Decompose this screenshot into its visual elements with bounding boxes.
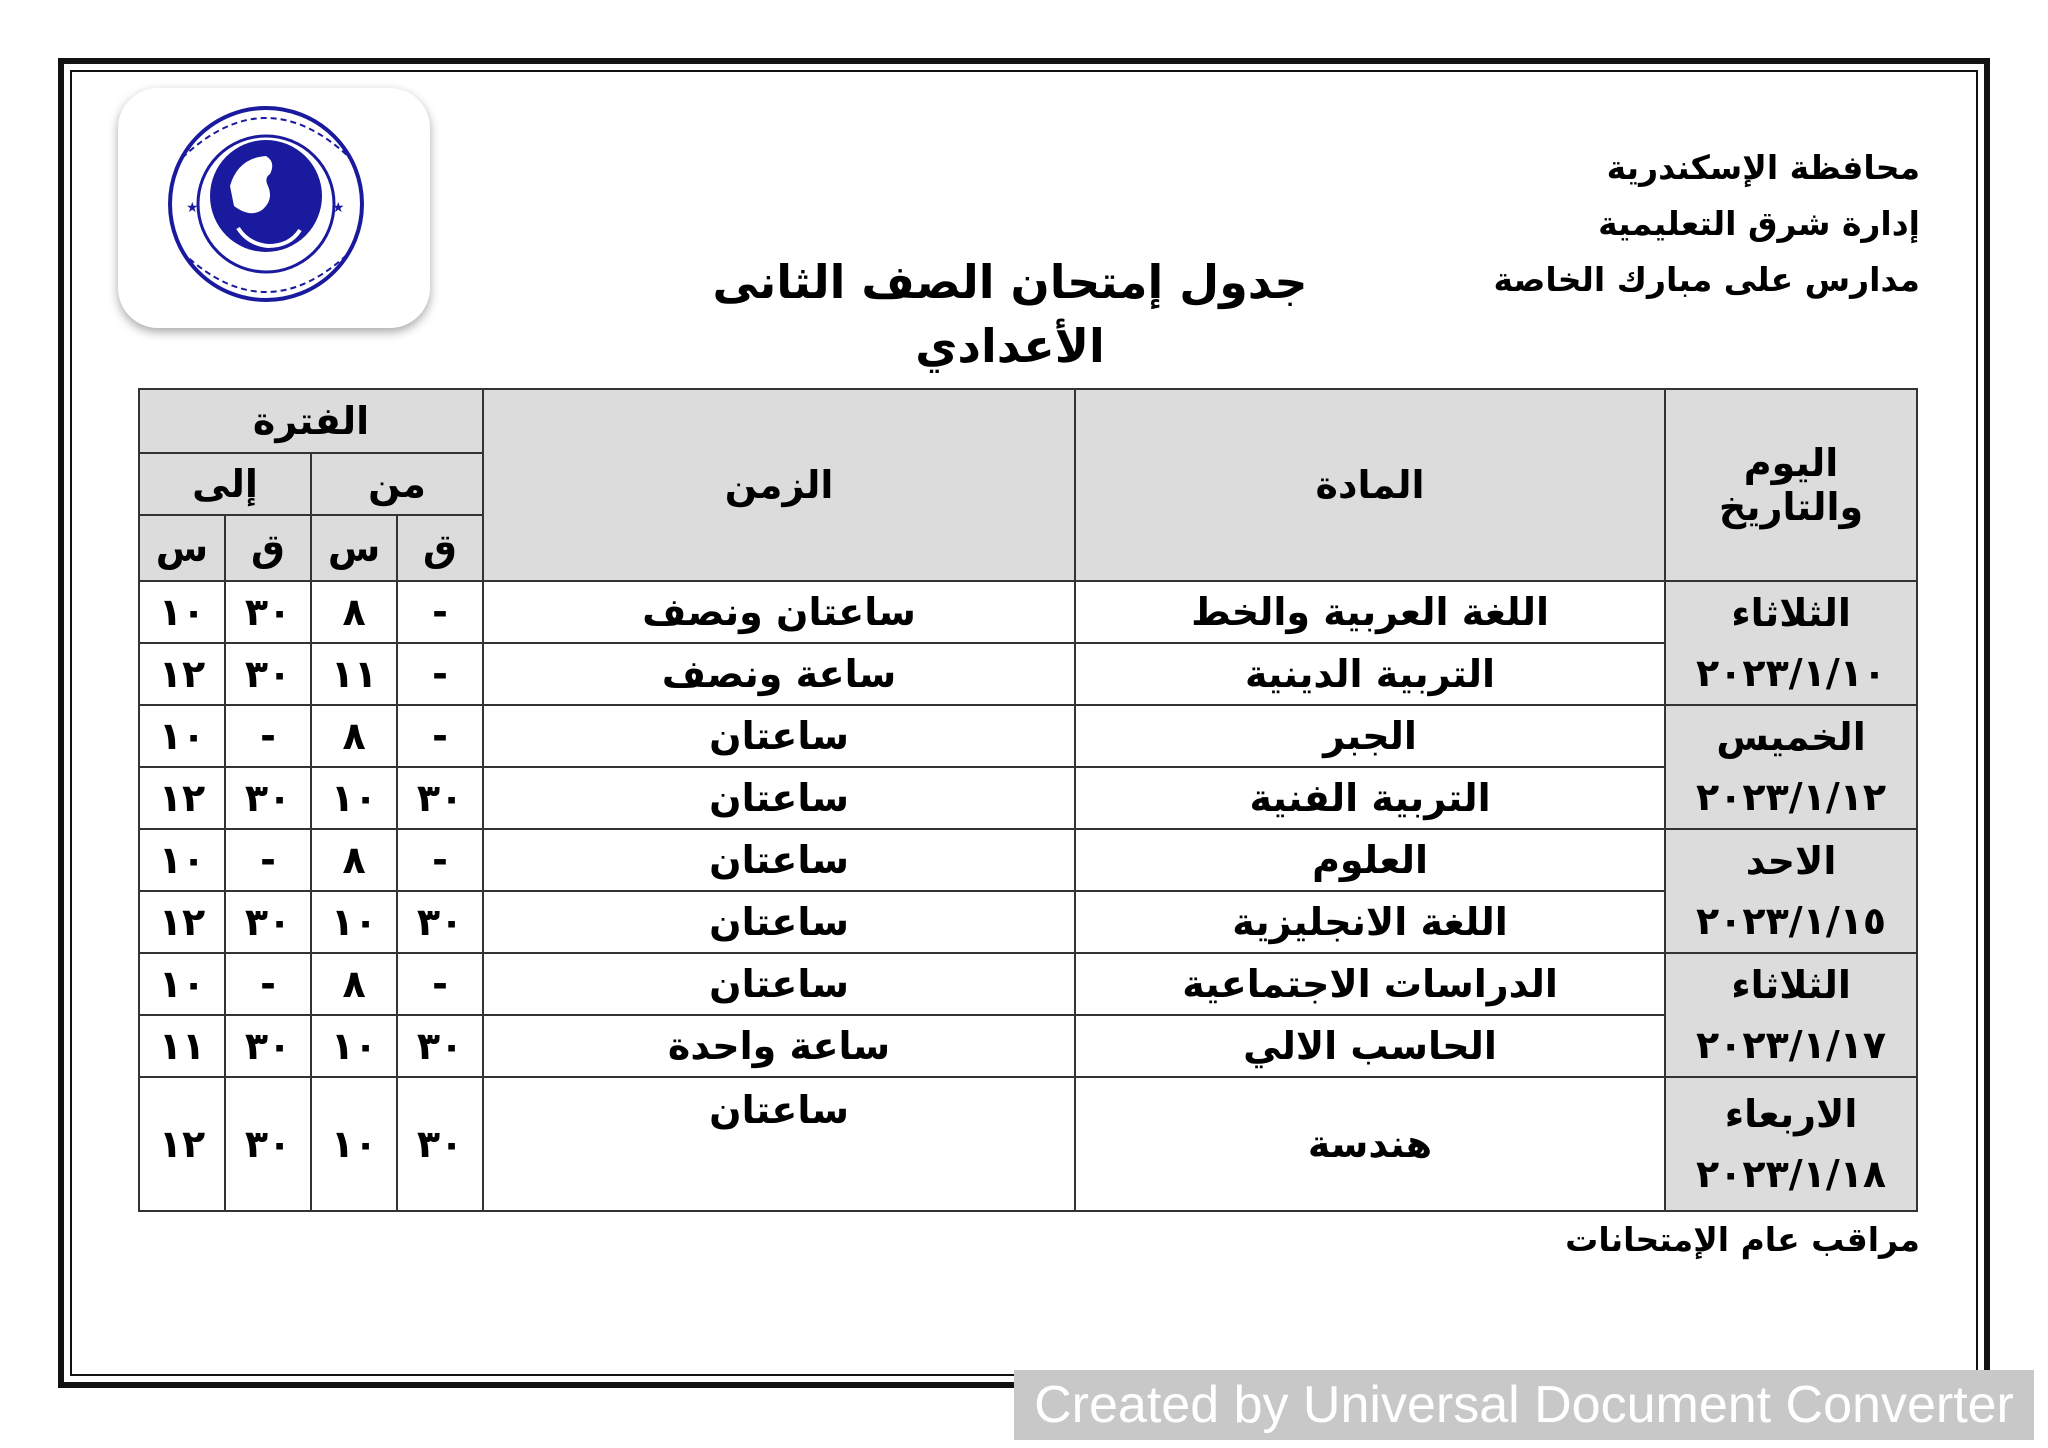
page-title: جدول إمتحان الصف الثانى الأعدادي [712,255,1308,373]
governorate-label: محافظة الإسكندرية [1606,148,1920,187]
from-hour-cell: ١٠ [311,891,397,953]
exam-date: ٢٠٢٣/١/١٧ [1695,1023,1887,1067]
from-hour-cell: ١٠ [311,1015,397,1077]
header-from: من [311,453,483,515]
to-minute-cell: - [225,953,311,1015]
duration-cell: ساعة واحدة [483,1015,1075,1077]
to-minute-cell: ٣٠ [225,1077,311,1211]
from-minute-cell: ٣٠ [397,1077,483,1211]
logo-seal-icon [118,88,430,328]
to-minute-cell: ٣٠ [225,643,311,705]
exam-date: ٢٠٢٣/١/١٥ [1695,899,1887,943]
to-minute-cell: ٣٠ [225,891,311,953]
day-date-cell [1665,581,1917,705]
schedule-body [139,581,1917,1211]
from-minute-cell: ٣٠ [397,767,483,829]
table-row [139,767,1917,829]
day-date-cell [1665,829,1917,953]
from-minute-cell: ٣٠ [397,891,483,953]
header-period: الفترة [139,389,483,453]
to-hour-cell: ١٠ [139,581,225,643]
to-hour-cell: ١١ [139,1015,225,1077]
to-hour-cell: ١٢ [139,891,225,953]
header-duration: الزمن [483,389,1075,581]
subject-cell: اللغة الانجليزية [1075,891,1665,953]
exam-date: ٢٠٢٣/١/١٠ [1695,651,1887,695]
table-row [139,1077,1917,1211]
header-day-date: اليوم والتاريخ [1665,389,1917,581]
svg-text:★: ★ [332,200,345,216]
to-hour-cell: ١٢ [139,767,225,829]
to-hour-cell: ١٢ [139,643,225,705]
from-minute-cell: ٣٠ [397,1015,483,1077]
header-to: إلى [139,453,311,515]
exam-schedule-table [138,388,1918,1212]
to-minute-cell: ٣٠ [225,581,311,643]
exam-date: ٢٠٢٣/١/١٨ [1695,1152,1887,1196]
duration-cell: ساعتان ونصف [483,581,1075,643]
duration-cell: ساعتان [483,1077,1075,1211]
from-hour-cell: ١٠ [311,1077,397,1211]
to-minute-cell: - [225,705,311,767]
subject-cell: الحاسب الالي [1075,1015,1665,1077]
table-row [139,953,1917,1015]
table-row [139,829,1917,891]
subject-cell: التربية الفنية [1075,767,1665,829]
duration-cell: ساعة ونصف [483,643,1075,705]
day-name: الخميس [1716,715,1866,759]
subject-cell: الدراسات الاجتماعية [1075,953,1665,1015]
day-date-cell [1665,705,1917,829]
table-row [139,1015,1917,1077]
to-hour-cell: ١٠ [139,705,225,767]
from-hour-cell: ٨ [311,829,397,891]
subject-cell: العلوم [1075,829,1665,891]
subject-cell: هندسة [1075,1077,1665,1211]
duration-cell: ساعتان [483,891,1075,953]
day-name: الاربعاء [1724,1092,1858,1136]
day-date-cell [1665,1077,1917,1211]
school-logo [118,88,430,328]
duration-cell: ساعتان [483,829,1075,891]
exam-date: ٢٠٢٣/١/١٢ [1695,775,1887,819]
table-row [139,891,1917,953]
from-hour-cell: ٨ [311,705,397,767]
to-hour-cell: ١٠ [139,953,225,1015]
day-date-cell [1665,953,1917,1077]
header-from-minute: ق [397,515,483,581]
header-to-minute: ق [225,515,311,581]
header-from-hour: س [311,515,397,581]
duration-cell: ساعتان [483,767,1075,829]
table-row [139,581,1917,643]
to-hour-cell: ١٢ [139,1077,225,1211]
from-hour-cell: ٨ [311,953,397,1015]
header-institution [1400,140,1920,308]
from-minute-cell: - [397,581,483,643]
duration-cell: ساعتان [483,953,1075,1015]
duration-cell: ساعتان [483,705,1075,767]
from-minute-cell: - [397,705,483,767]
from-minute-cell: - [397,953,483,1015]
header-subject: المادة [1075,389,1665,581]
table-row [139,705,1917,767]
from-minute-cell: - [397,643,483,705]
schools-label: مدارس على مبارك الخاصة [1493,260,1920,299]
table-row [139,643,1917,705]
day-name: الثلاثاء [1731,591,1851,635]
subject-cell: الجبر [1075,705,1665,767]
supervisor-label: مراقب عام الإمتحانات [1565,1220,1920,1259]
to-minute-cell: ٣٠ [225,1015,311,1077]
subject-cell: اللغة العربية والخط [1075,581,1665,643]
administration-label: إدارة شرق التعليمية [1598,204,1920,243]
to-hour-cell: ١٠ [139,829,225,891]
to-minute-cell: ٣٠ [225,767,311,829]
svg-text:★: ★ [186,200,199,216]
from-hour-cell: ١١ [311,643,397,705]
watermark: Created by Universal Document Converter [1014,1370,2034,1440]
subject-cell: التربية الدينية [1075,643,1665,705]
header-to-hour: س [139,515,225,581]
from-hour-cell: ٨ [311,581,397,643]
day-name: الاحد [1745,839,1837,883]
to-minute-cell: - [225,829,311,891]
from-minute-cell: - [397,829,483,891]
day-name: الثلاثاء [1731,963,1851,1007]
from-hour-cell: ١٠ [311,767,397,829]
